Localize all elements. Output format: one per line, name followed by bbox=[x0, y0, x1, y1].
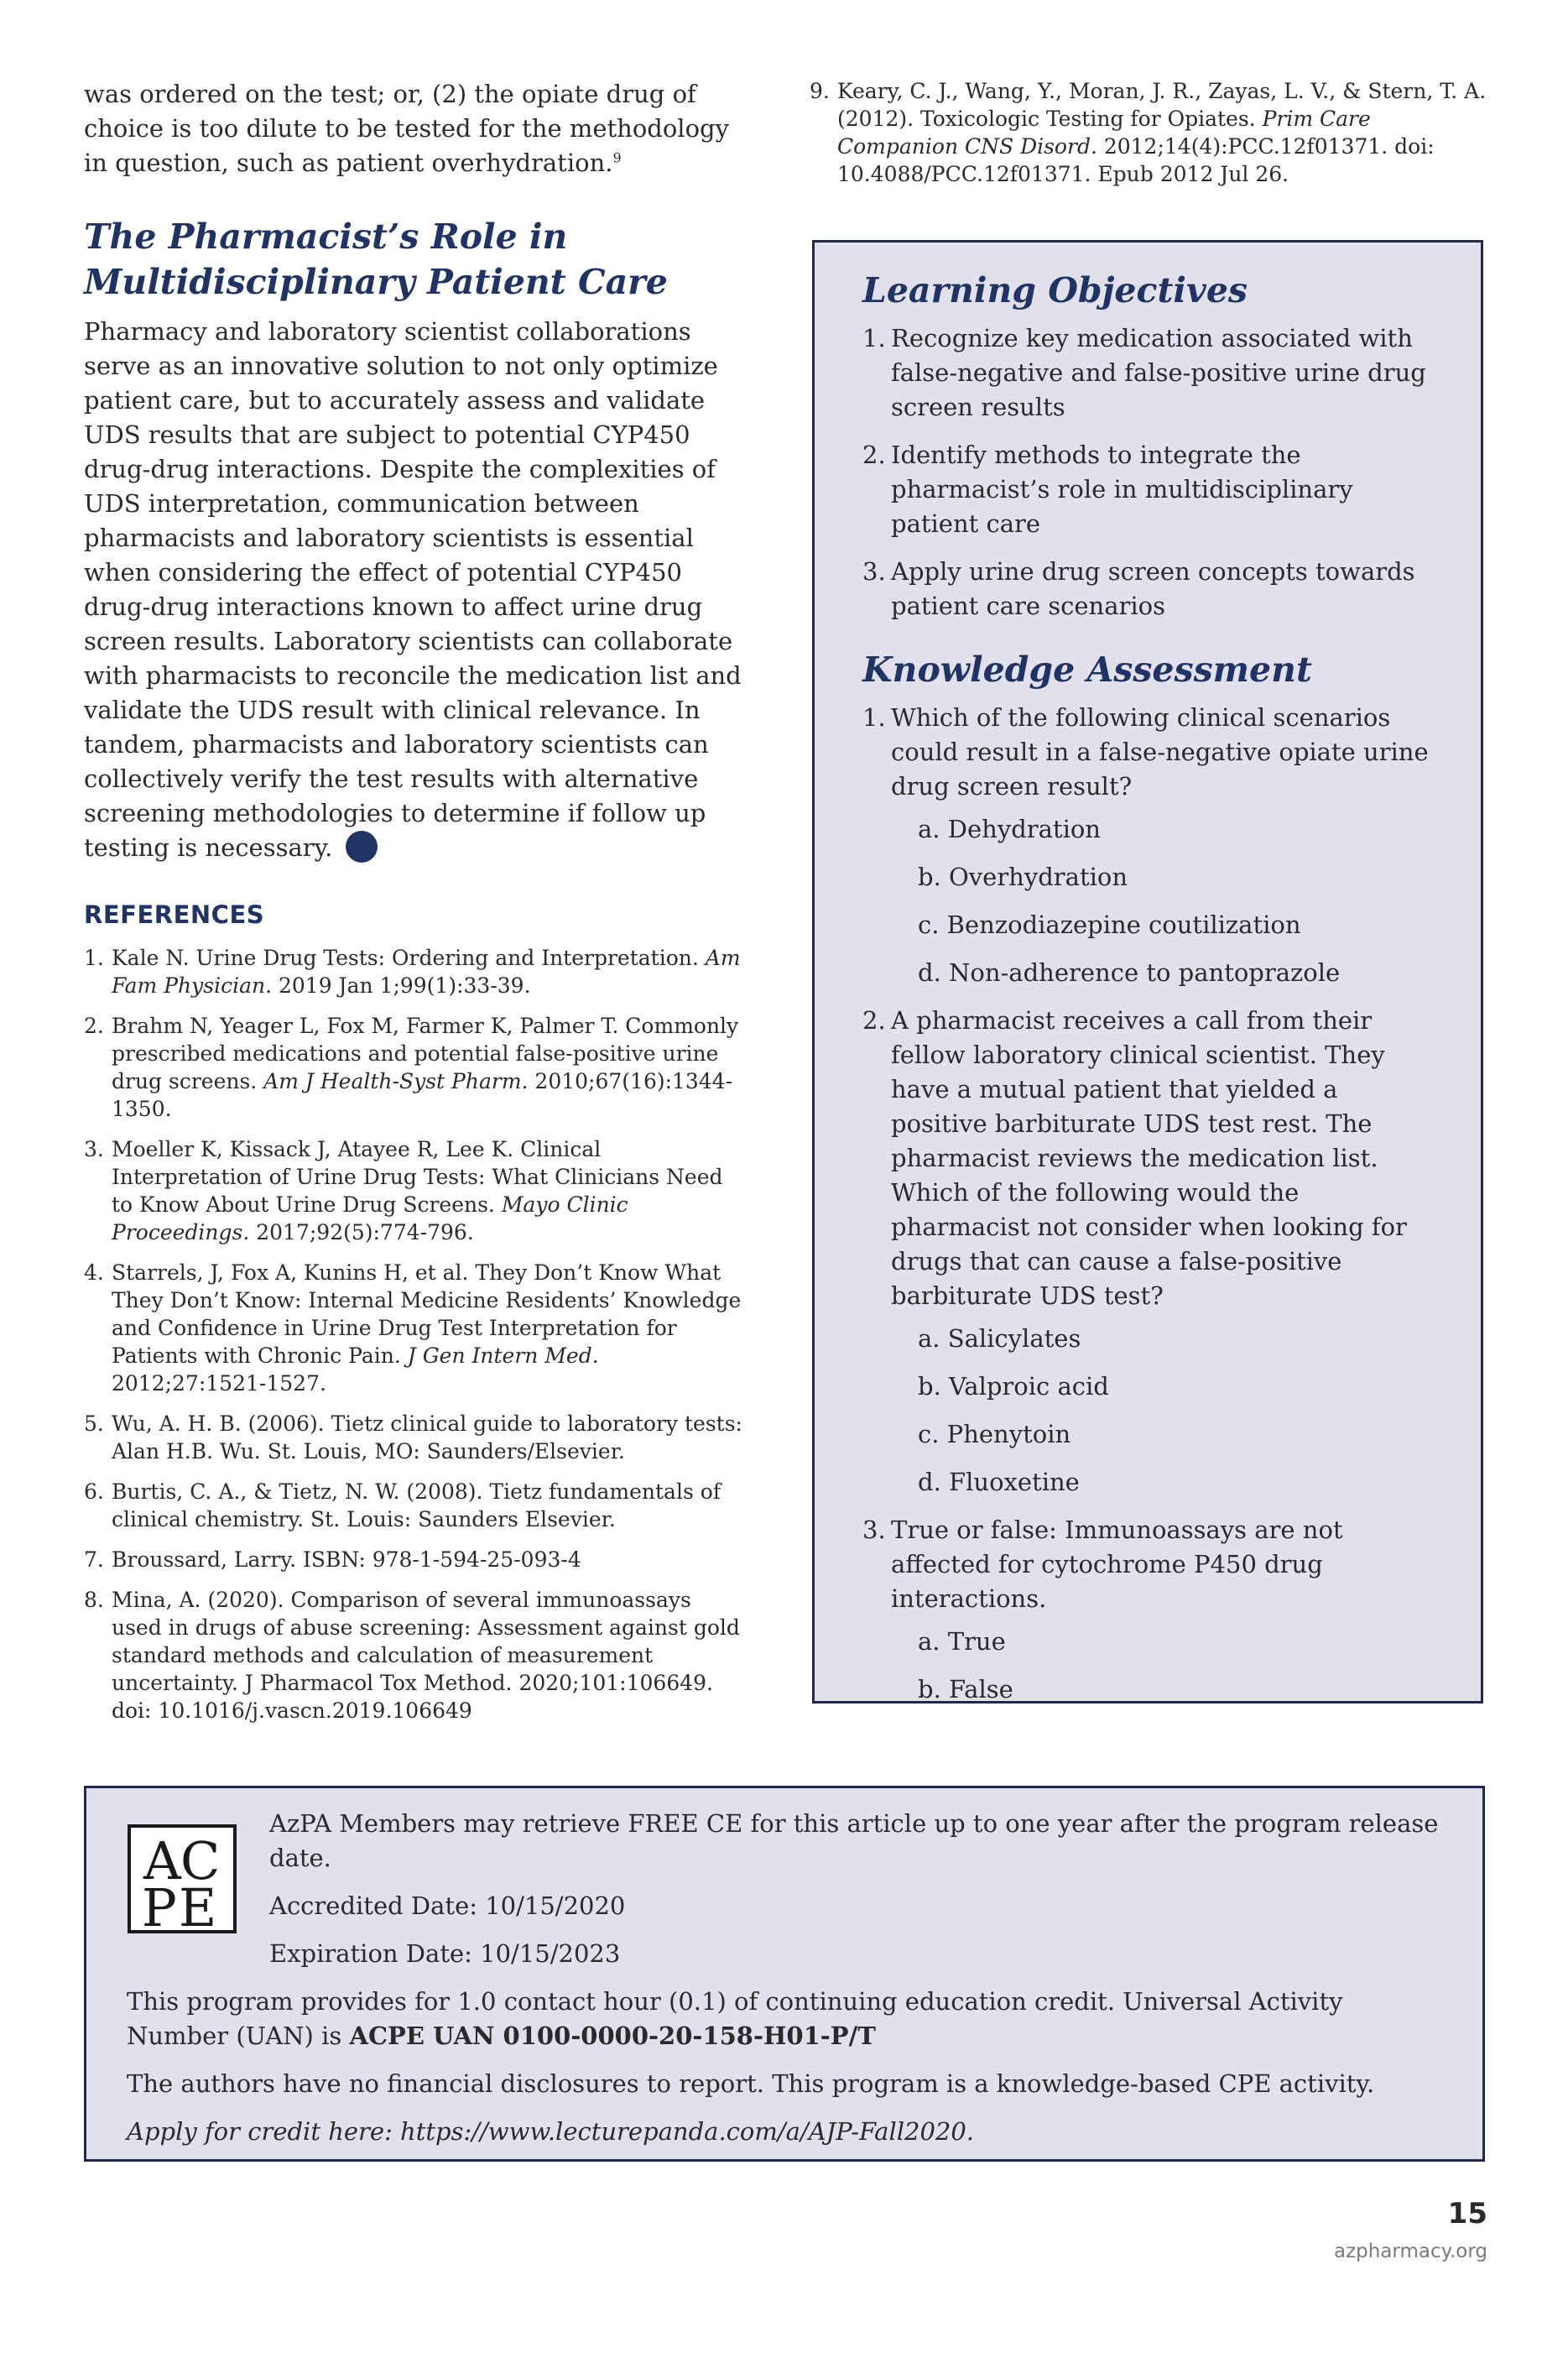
answer-option: c. Benzodiazepine coutilization bbox=[918, 910, 1301, 939]
answer-option: b. Overhydration bbox=[918, 863, 1128, 891]
knowledge-assessment-title: Knowledge Assessment bbox=[862, 650, 1312, 690]
answer-option: a. Dehydration bbox=[918, 815, 1101, 843]
learning-box bbox=[812, 240, 1483, 1703]
reference-item: 9. Keary, C. J., Wang, Y., Moran, J. R., Zayas, L. V., & Stern, T. A. (2012). Toxicologic Testing for Opiates. Prim Care Companion CNS Disord. 2012;14(4):PCC.12f01371. doi: 10.4088/PCC.12f01371. Epub 2012 Jul 26. bbox=[810, 79, 1487, 186]
reference-item: 1. Kale N. Urine Drug Tests: Ordering and Interpretation. Am Fam Physician. 2019 Jan 1;99(1):33-39. bbox=[84, 946, 741, 998]
end-mark-icon bbox=[346, 831, 378, 863]
reference-item: 5. Wu, A. H. B. (2006). Tietz clinical guide to laboratory tests: Alan H.B. Wu. St. Louis, MO: Saunders/Elsevier. bbox=[84, 1411, 742, 1463]
reference-item: 8. Mina, A. (2020). Comparison of several immunoassays used in drugs of abuse screening: Assessment against gold standard methods and calculation of measurement uncertainty. J Pharmacol Tox Method. 2020;101:106649. doi: 10.1016/j.vascn.2019.106649 bbox=[84, 1588, 740, 1723]
references-list bbox=[84, 944, 747, 1724]
reference-item: 3. Moeller K, Kissack J, Atayee R, Lee K. Clinical Interpretation of Urine Drug Tests: What Clinicians Need to Know About Urine Drug Screens. Mayo Clinic Proceedings. 2017;92(5):774-796. bbox=[84, 1137, 723, 1244]
objective-item: 3. Apply urine drug screen concepts towards patient care scenarios bbox=[862, 557, 1415, 620]
ce-details bbox=[127, 1985, 1442, 2149]
reference-item: 4. Starrels, J, Fox A, Kunins H, et al. They Don’t Know What They Don’t Know: Internal Medicine Residents’ Knowledge and Confidence in Urine Drug Test Interpretation for Patients with Chronic Pain. J Gen Intern Med. 2012;27:1521-1527. bbox=[84, 1260, 742, 1396]
question-item: 2. A pharmacist receives a call from their fellow laboratory clinical scientist. They have a mutual patient that yielded a positive barbiturate UDS test rest. The pharmacist reviews the medication list. Which of the following would the pharmacist not consider when looking for drugs that can cause a false-positive barbiturate UDS test? bbox=[862, 1006, 1407, 1310]
apply-credit-link[interactable]: Apply for credit here: https://www.lecturepanda.com/a/AJP-Fall2020. bbox=[127, 2117, 975, 2146]
references-heading: REFERENCES bbox=[84, 900, 265, 929]
reference-item: 2. Brahm N, Yeager L, Fox M, Farmer K, Palmer T. Commonly prescribed medications and potential false-positive urine drug screens. Am J Health-Syst Pharm. 2010;67(16):1344-1350. bbox=[84, 1014, 739, 1121]
answer-option: a. Salicylates bbox=[918, 1324, 1081, 1353]
right-column bbox=[810, 77, 1487, 201]
svg-text:P: P bbox=[142, 1877, 177, 1934]
reference-item: 6. Burtis, C. A., & Tietz, N. W. (2008). Tietz fundamentals of clinical chemistry. St. Louis: Saunders Elsevier. bbox=[84, 1479, 721, 1531]
answer-option: b. Valproic acid bbox=[918, 1372, 1109, 1401]
answer-option: c. Phenytoin bbox=[918, 1420, 1071, 1448]
svg-text:E: E bbox=[179, 1877, 217, 1934]
acpe-logo-icon bbox=[127, 1823, 237, 1934]
objective-item: 1. Recognize key medication associated with false-negative and false-positive urine drug screen results bbox=[862, 324, 1426, 421]
answer-option: a. True bbox=[918, 1627, 1006, 1656]
footnote-marker: 9 bbox=[612, 149, 622, 166]
reference-item: 7. Broussard, Larry. ISBN: 978-1-594-25-093-4 bbox=[84, 1547, 581, 1572]
svg-text:C: C bbox=[180, 1830, 221, 1891]
page-number: 15 bbox=[1447, 2197, 1487, 2230]
answer-option: d. Non-adherence to pantoprazole bbox=[918, 958, 1341, 987]
section-body: Pharmacy and laboratory scientist collaborations serve as an innovative solution to not only optimize patient care, but to accurately assess and validate UDS results that are subject to potential CYP450 drug-drug interactions. Despite the complexities of UDS interpretation, communication between pharmacists and laboratory scientists is essential when considering the effect of potential CYP450 drug-drug interactions known to affect urine drug screen results. Laboratory scientists can collaborate with pharmacists to reconcile the medication list and validate the UDS result with clinical relevance. In tandem, pharmacists and laboratory scientists can collectively verify the test results with alternative screening methodologies to determine if follow up testing is necessary. bbox=[84, 317, 742, 862]
left-column bbox=[84, 77, 747, 1737]
intro-paragraph: was ordered on the test; or, (2) the opiate drug of choice is too dilute to be tested for the methodology in question, such as patient overhydration.$^9$ bbox=[84, 80, 729, 177]
references-list-continued bbox=[810, 77, 1487, 188]
section-title: The Pharmacist’s Role in Multidisciplinary Patient Care bbox=[84, 217, 668, 302]
learning-objectives-title: Learning Objectives bbox=[862, 270, 1248, 310]
disclosure-text: The authors have no financial disclosures to report. This program is a knowledge-based CPE activity. bbox=[127, 2069, 1375, 2098]
ce-member-note: AzPA Members may retrieve FREE CE for this article up to one year after the program release date. bbox=[269, 1809, 1439, 1872]
svg-text:A: A bbox=[143, 1830, 181, 1891]
answer-option: d. Fluoxetine bbox=[918, 1468, 1080, 1496]
question-item: 1. Which of the following clinical scenarios could result in a false-negative opiate urine drug screen result? bbox=[862, 703, 1429, 801]
ce-dates bbox=[269, 1807, 1442, 1971]
objective-item: 2. Identify methods to integrate the pharmacist’s role in multidisciplinary patient care bbox=[862, 441, 1353, 538]
ce-info-box bbox=[84, 1786, 1485, 2162]
program-credit-text: This program provides for 1.0 contact hour (0.1) of continuing education credit. Universal Activity Number (UAN) is ACPE UAN 0100-0000-20-158-H01-P/T bbox=[127, 1987, 1343, 2050]
expiration-date: Expiration Date: 10/15/2023 bbox=[269, 1939, 621, 1968]
question-item: 3. True or false: Immunoassays are not affected for cytochrome P450 drug interactions. bbox=[862, 1516, 1343, 1613]
answer-option: b. False bbox=[918, 1675, 1013, 1703]
site-url: azpharmacy.org bbox=[1333, 2241, 1487, 2262]
accredited-date: Accredited Date: 10/15/2020 bbox=[269, 1891, 626, 1920]
uan-number: ACPE UAN 0100-0000-20-158-H01-P/T bbox=[349, 2022, 876, 2050]
